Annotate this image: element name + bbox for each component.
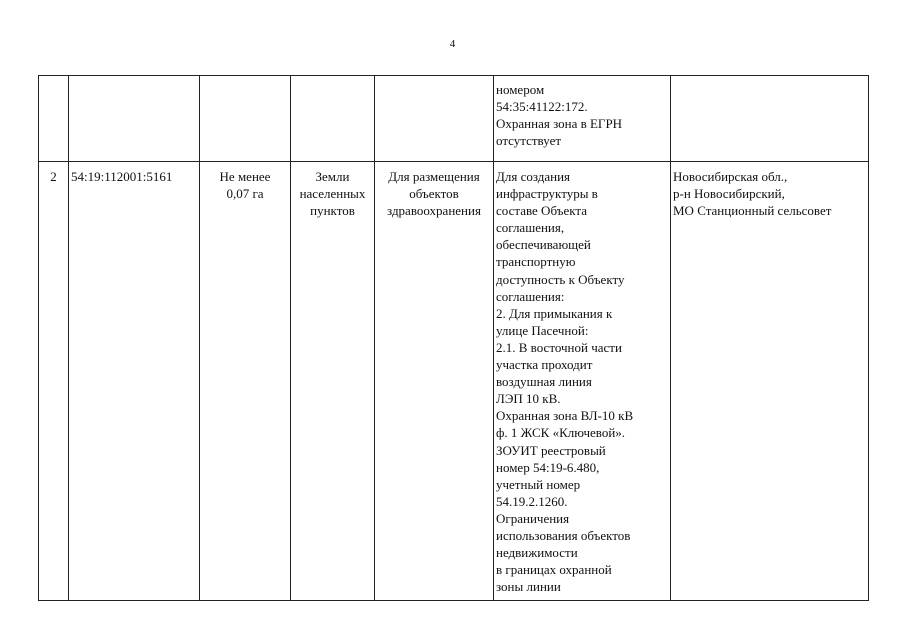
purpose-line: Ограничения: [496, 510, 570, 526]
area-line: 0,07 га: [226, 186, 264, 202]
purpose-line: зоны линии: [496, 579, 561, 595]
purpose-line: составе Объекта: [496, 203, 587, 219]
permitted-use-line: объектов: [409, 186, 459, 202]
purpose-line: обеспечивающей: [496, 237, 591, 253]
cell-area: [200, 76, 291, 162]
cell-address: [671, 162, 869, 601]
cell-permitted-use: [375, 76, 494, 162]
purpose-line: участка проходит: [496, 357, 593, 373]
purpose-line: транспортную: [496, 254, 576, 270]
cell-permitted-use: [375, 162, 494, 601]
purpose-line: в границах охранной: [496, 562, 612, 578]
purpose-line: использования объектов: [496, 527, 631, 543]
purpose-line: соглашения,: [496, 220, 565, 236]
purpose-line: ЗОУИТ реестровый: [496, 442, 606, 458]
cell-address: [671, 76, 869, 162]
row-number: 2: [50, 169, 57, 184]
area-line: Не менее: [219, 169, 271, 184]
purpose-line: 2.1. В восточной части: [496, 339, 622, 355]
purpose-line: Охранная зона ВЛ-10 кВ: [496, 408, 634, 424]
land-category-line: Земли: [315, 169, 350, 184]
cell-cadastral-number: [69, 162, 200, 601]
purpose-line: недвижимости: [496, 545, 578, 561]
purpose-line: Для создания: [496, 169, 571, 184]
purpose-line: ф. 1 ЖСК «Ключевой».: [496, 425, 626, 441]
table-row-plot-2: [39, 162, 869, 601]
permitted-use-line: здравоохранения: [387, 203, 481, 219]
cell-land-category: [291, 162, 375, 601]
cell-land-category: [291, 76, 375, 162]
cell-area: [200, 162, 291, 601]
cell-cadastral-number: [69, 76, 200, 162]
purpose-line: учетный номер: [496, 476, 581, 492]
land-category-line: пунктов: [310, 203, 355, 219]
cell-purpose: [494, 162, 671, 601]
cell-number: [39, 76, 69, 162]
permitted-use-line: Для размещения: [388, 169, 480, 184]
address-line: Новосибирская обл.,: [673, 169, 788, 184]
cell-purpose: [494, 76, 671, 162]
purpose-line: отсутствует: [496, 133, 562, 149]
purpose-line: номером: [496, 82, 545, 97]
land-plots-table: [38, 75, 869, 601]
purpose-line: Охранная зона в ЕГРН: [496, 116, 623, 132]
cell-number: [39, 162, 69, 601]
purpose-line: улице Пасечной:: [496, 322, 589, 338]
cadastral-number: 54:19:112001:5161: [71, 169, 173, 184]
page-number: 4: [449, 38, 456, 50]
purpose-line: номер 54:19-6.480,: [496, 459, 600, 475]
purpose-line: ЛЭП 10 кВ.: [496, 391, 561, 407]
address-line: МО Станционный сельсовет: [673, 203, 832, 219]
purpose-line: 2. Для примыкания к: [496, 305, 613, 321]
purpose-line: соглашения:: [496, 288, 565, 304]
purpose-line: 54:35:41122:172.: [496, 99, 588, 115]
address-line: р-н Новосибирский,: [673, 186, 785, 202]
purpose-line: инфраструктуры в: [496, 186, 598, 202]
land-category-line: населенных: [299, 186, 366, 202]
table-row-continued: [39, 76, 869, 162]
purpose-line: доступность к Объекту: [496, 271, 625, 287]
purpose-line: воздушная линия: [496, 374, 592, 390]
purpose-line: 54.19.2.1260.: [496, 493, 568, 509]
